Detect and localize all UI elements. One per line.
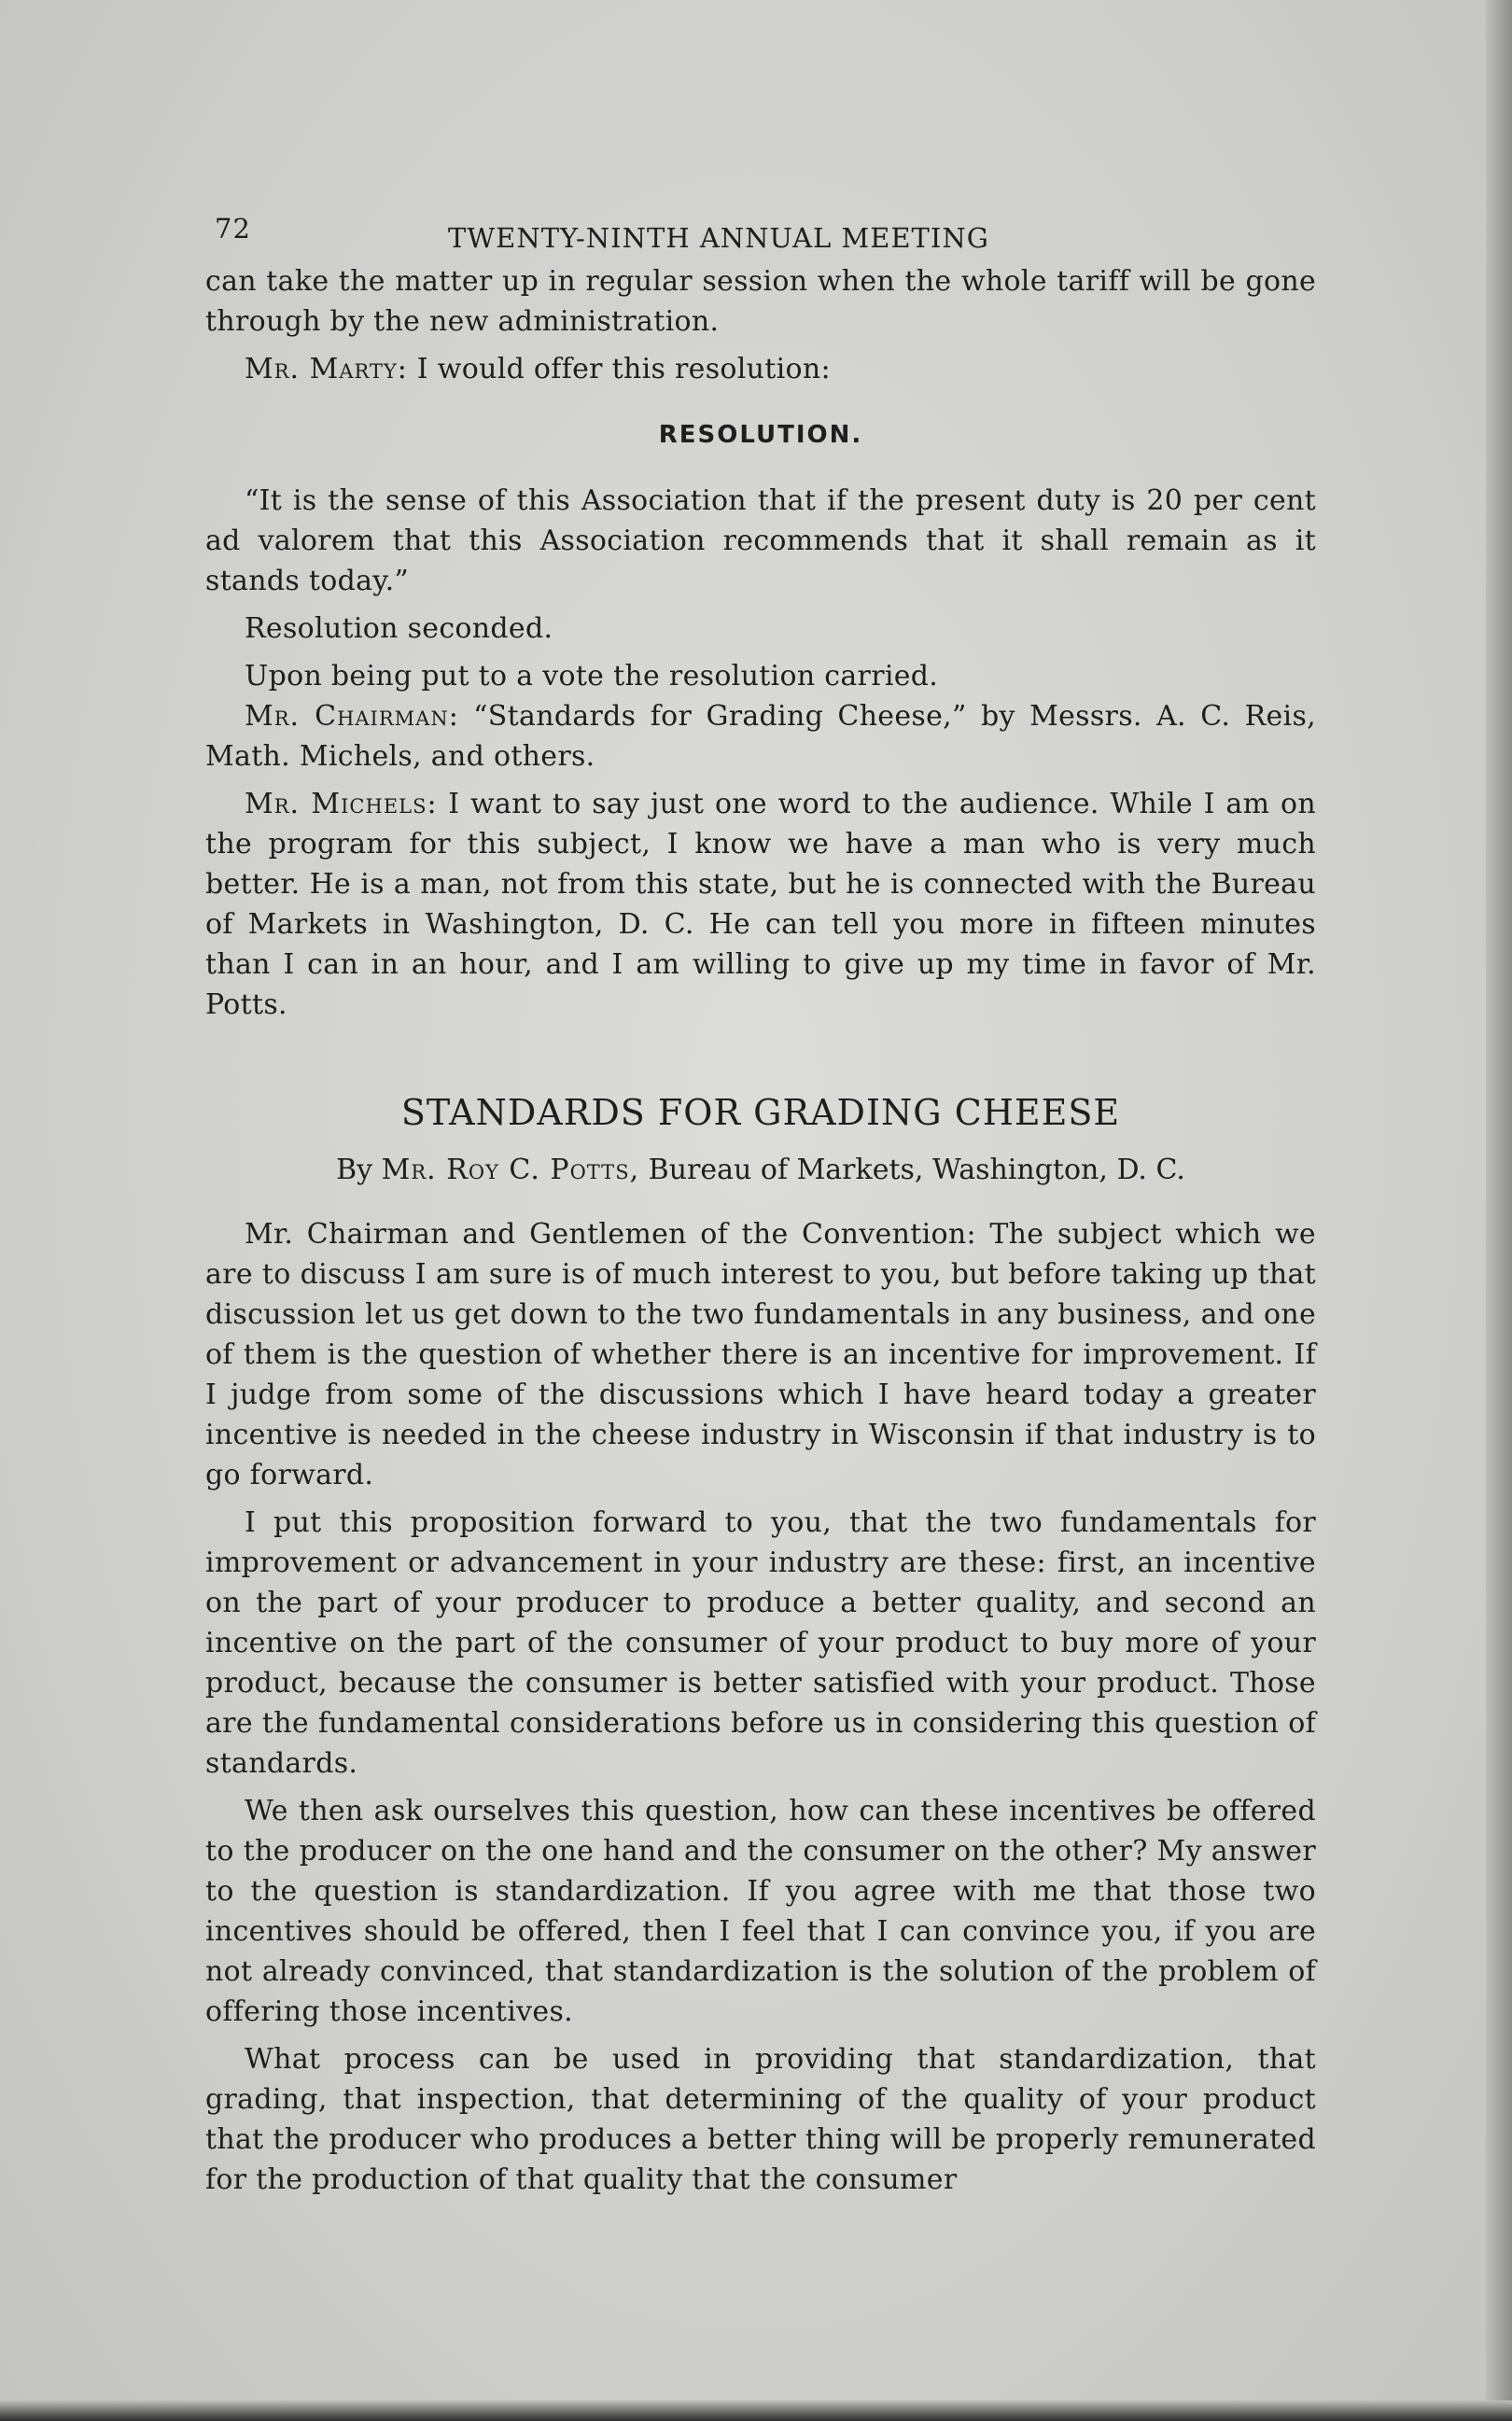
- chairman-statement: [205, 696, 1316, 777]
- byline-rest: Bureau of Markets, Washington, D. C.: [648, 1154, 1185, 1186]
- resolution-vote: Upon being put to a vote the resolution carried.: [245, 660, 939, 693]
- opening-paragraph: can take the matter up in regular session when the whole tariff will be gone through by the new administration.: [205, 265, 1316, 338]
- michels-text: I want to say just one word to the audience. While I am on the program for this subject, I know we have a man who is very much better. He is a man, not from this state, but he is connected with the Bureau of Markets in Washington, D. C. He can tell you more in fifteen minutes than I can in an hour, and I am willing to give up my time in favor of Mr. Potts.: [205, 788, 1316, 1021]
- article-paragraph-1: Mr. Chairman and Gentlemen of the Convention: The subject which we are to discuss I am sure is of much interest to you, but before taking up that discussion let us get down to the two fundamentals in any business, and one of them is the question of whether there is an incentive for improvement. If I judge from some of the discussions which I have heard today a greater incentive is needed in the cheese industry in Wisconsin if that industry is to go forward.: [205, 1218, 1316, 1491]
- byline-name: Mr. Roy C. Potts,: [381, 1154, 640, 1186]
- marty-text: I would offer this resolution:: [416, 353, 831, 385]
- page-spine-shadow: [1486, 0, 1512, 2421]
- speaker-michels: Mr. Michels:: [245, 788, 438, 820]
- article-paragraph-3: We then ask ourselves this question, how can these incentives be offered to the producer on the one hand and the consumer on the other? My answer to the question is standardization. If you agree with me that those two incentives should be offered, then I feel that I can convince you, if you are not already convinced, that standardization is the solution of the problem of offering those incentives.: [205, 1795, 1316, 2028]
- michels-statement: [205, 784, 1316, 1025]
- article-byline: [205, 1154, 1316, 1186]
- page-bottom-edge: [0, 2400, 1512, 2421]
- page-number: 72: [215, 213, 251, 245]
- resolution-heading: RESOLUTION.: [658, 421, 863, 449]
- resolution-quote: “It is the sense of this Association that if the present duty is 20 per cent ad valorem that this Association recommends that it shall remain as it stands today.”: [205, 484, 1316, 597]
- marty-statement: [205, 349, 1316, 389]
- text-column: [205, 205, 1316, 2200]
- article-paragraph-2: I put this proposition forward to you, that the two fundamentals for improvement or advancement in your industry are these: first, an incentive on the part of your producer to produce a better quality, and second an incentive on the part of the consumer of your product to buy more of your product, because the consumer is better satisfied with your product. Those are the fundamental considerations before us in considering this question of standards.: [205, 1506, 1316, 1780]
- byline-prefix: By: [336, 1154, 373, 1186]
- chairman-text: “Standards for Grading Cheese,” by Messrs. A. C. Reis, Math. Michels, and others.: [205, 700, 1316, 773]
- speaker-chairman: Mr. Chairman:: [245, 700, 459, 733]
- running-title: TWENTY-NINTH ANNUAL MEETING: [448, 222, 989, 254]
- running-header: [205, 205, 1316, 261]
- article-title: STANDARDS FOR GRADING CHEESE: [400, 1092, 1121, 1133]
- resolution-seconded: Resolution seconded.: [245, 612, 553, 645]
- speaker-marty: Mr. Marty:: [245, 353, 408, 385]
- article-paragraph-4: What process can be used in providing that standardization, that grading, that inspection, that determining of the quality of your product that the producer who produces a better thing will be properly remunerated for the production of that quality that the consumer: [205, 2043, 1316, 2196]
